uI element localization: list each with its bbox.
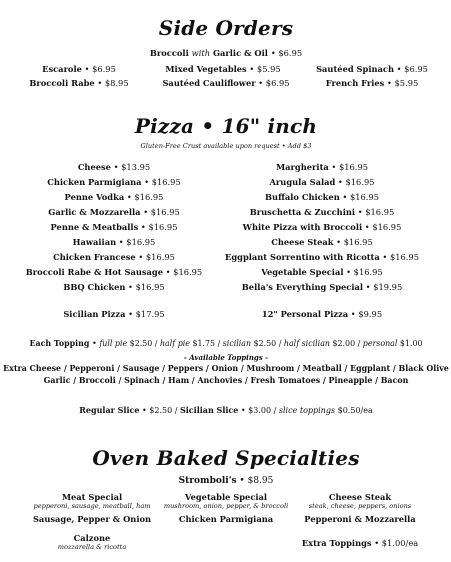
pizza-item-price: $16.95 [389,252,419,262]
pizza-item-price: $16.95 [173,267,203,277]
item-price: $6.95 [278,48,303,58]
pizza-item-name: Eggplant Sorrentino with Ricotta [225,252,380,262]
vegetable-special: Vegetable Special mushroom, onion, pepper, & broccoli [163,492,289,510]
toppings-list: Garlic / Broccoli / Spinach / Ham / Anchovies / Fresh Tomatoes / Pineapple / Bacon [43,376,409,385]
oven-baked-title: Oven Baked Specialties [92,446,360,470]
pizza-item-price: $16.95 [150,207,180,217]
pizza-item-name: Bella's Everything Special [241,282,364,292]
pizza-item-name: Vegetable Special [261,267,344,277]
pizza-item: Penne Vodka • $16.95 [64,192,164,202]
pizza-item-price: $16.95 [345,177,375,187]
available-toppings-title: - Available Toppings - [183,353,269,362]
item-name: Garlic & Oil [212,48,268,58]
cheese-steak: Cheese Steak steak, cheese, peppers, onions [308,492,412,510]
pepperoni-mozzarella: Pepperoni & Mozzarella [304,514,416,524]
pizza-item-name: White Pizza with Broccoli [242,222,363,232]
pizza-item-price: $16.95 [338,162,368,172]
pizza-subtitle: Gluten-Free Crust available upon request • Add $3 [140,142,312,150]
stromboli: Stromboli's • $8.95 [178,476,274,486]
item-name-with: with [191,48,211,58]
side-item: Escarole • $6.95 [42,64,116,74]
meat-special: Meat Special pepperoni, sausage, meatball, ham [33,492,151,510]
pizza-item: Margherita • $16.95 [276,162,368,172]
pizza-item: Hawaiian • $16.95 [72,237,156,247]
pizza-item: Vegetable Special • $16.95 [261,267,383,277]
toppings-list: Extra Cheese / Pepperoni / Sausage / Peppers / Onion / Mushroom / Meatball / Eggplant / Black Olive [3,364,449,373]
slice-pricing: Regular Slice • $2.50 / Sicilian Slice • $3.00 / slice toppings $0.50/ea [79,405,373,415]
item-name: Broccoli [149,48,189,58]
pizza-item-name: Bruschetta & Zucchini [249,207,356,217]
extra-toppings: Extra Toppings • $1.00/ea [301,538,419,548]
pizza-item-price: $16.95 [135,282,165,292]
pizza-item-name: Penne & Meatballs [50,222,139,232]
pizza-item-name: BBQ Chicken [63,282,126,292]
pizza-item-name: Garlic & Mozzarella [48,207,141,217]
pizza-title: Pizza • 16" inch [134,114,318,138]
pizza-item-price: $16.95 [151,177,181,187]
pizza-item-name: Arugula Salad [269,177,336,187]
pizza-item: Cheese • $13.95 [77,162,151,172]
pizza-item-name: Broccoli Rabe & Hot Sausage [25,267,163,277]
side-orders-title: Side Orders [158,16,294,40]
sausage-pepper-onion: Sausage, Pepper & Onion [32,514,152,524]
personal-pizza: 12" Personal Pizza • $9.95 [261,309,383,319]
side-featured-item: Broccoli with Garlic & Oil • $6.95 [149,48,303,58]
pizza-item-name: Penne Vodka [64,192,125,202]
pizza-item: Cheese Steak • $16.95 [271,237,373,247]
pizza-item-name: Chicken Parmigiana [47,177,142,187]
chicken-parmigiana: Chicken Parmigiana [178,514,274,524]
pizza-item-name: Margherita [276,162,329,172]
pizza-item-price: $16.95 [134,192,164,202]
side-item: Broccoli Rabe • $8.95 [29,78,129,88]
pizza-item: Chicken Parmigiana • $16.95 [47,177,181,187]
pizza-item-price: $19.95 [373,282,403,292]
pizza-item-price: $16.95 [353,267,383,277]
topping-pricing: Each Topping • full pie $2.50 / half pie $1.75 / sicilian $2.50 / half sicilian $2.00 / personal $1.00 [29,339,423,348]
pizza-item: White Pizza with Broccoli • $16.95 [242,222,402,232]
pizza-item: Penne & Meatballs • $16.95 [50,222,178,232]
pizza-item: Bella's Everything Special • $19.95 [241,282,403,292]
pizza-item-price: $16.95 [126,237,156,247]
calzone: Calzone mozzarella & ricotta [57,533,127,551]
pizza-item-price: $16.95 [365,207,395,217]
side-item: French Fries • $5.95 [325,78,419,88]
pizza-item: Garlic & Mozzarella • $16.95 [48,207,180,217]
pizza-item-name: Chicken Francese [53,252,136,262]
pizza-item-price: $16.95 [148,222,178,232]
pizza-item-name: Buffalo Chicken [265,192,340,202]
pizza-item-price: $16.95 [349,192,379,202]
pizza-item: Buffalo Chicken • $16.95 [265,192,379,202]
pizza-item: BBQ Chicken • $16.95 [63,282,165,292]
sicilian-pizza: Sicilian Pizza • $17.95 [63,309,165,319]
pizza-item-name: Hawaiian [72,237,117,247]
pizza-item: Eggplant Sorrentino with Ricotta • $16.95 [225,252,419,262]
pizza-item: Broccoli Rabe & Hot Sausage • $16.95 [25,267,203,277]
pizza-item: Bruschetta & Zucchini • $16.95 [249,207,395,217]
side-item: Mixed Vegetables • $5.95 [165,64,281,74]
pizza-item-price: $16.95 [372,222,402,232]
side-item: Sautéed Cauliflower • $6.95 [162,78,290,88]
pizza-item-price: $13.95 [121,162,151,172]
pizza-item: Chicken Francese • $16.95 [53,252,175,262]
pizza-item: Arugula Salad • $16.95 [269,177,375,187]
pizza-item-price: $16.95 [343,237,373,247]
side-item: Sautéed Spinach • $6.95 [316,64,428,74]
pizza-item-name: Cheese [77,162,111,172]
pizza-item-name: Cheese Steak [271,237,334,247]
pizza-item-price: $16.95 [145,252,175,262]
